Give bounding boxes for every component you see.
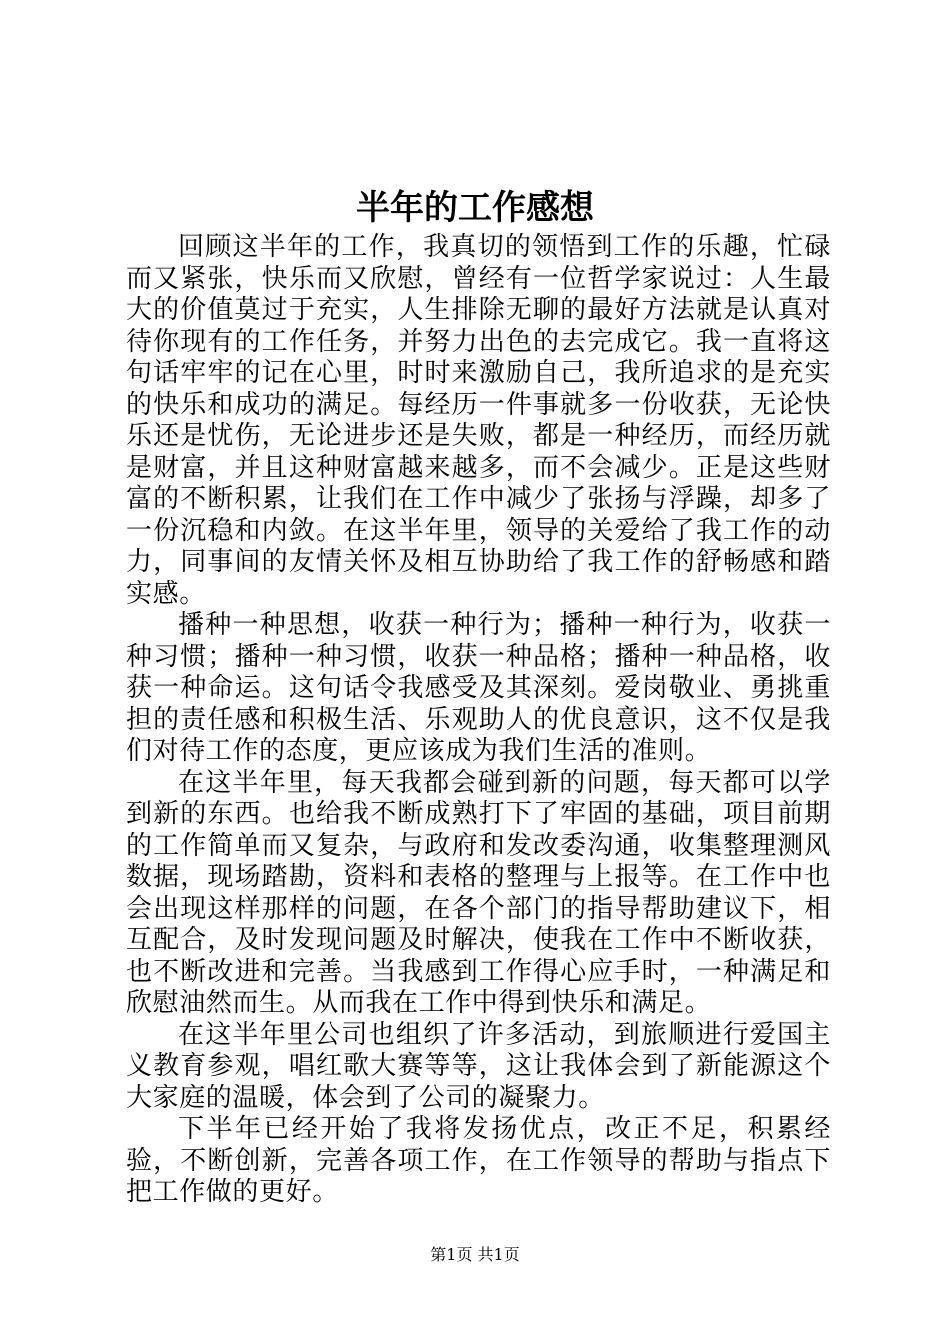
paragraph-4: 在这半年里公司也组织了许多活动，到旅顺进行爱国主义教育参观，唱红歌大赛等等，这让我体会到了新能源这个大家庭的温暖，体会到了公司的凝聚力。 bbox=[126, 1019, 831, 1113]
document-title: 半年的工作感想 bbox=[356, 188, 594, 228]
paragraph-2: 播种一种思想，收获一种行为；播种一种行为，收获一种习惯；播种一种习惯，收获一种品格；播种一种品格，收获一种命运。这句话令我感受及其深刻。爱岗敬业、勇挑重担的责任感和积极生活、乐观助人的优良意识，这不仅是我们对待工作的态度，更应该成为我们生活的准则。 bbox=[126, 610, 831, 766]
paragraph-3: 在这半年里，每天我都会碰到新的问题，每天都可以学到新的东西。也给我不断成熟打下了牢固的基础，项目前期的工作简单而又复杂，与政府和发改委沟通，收集整理测风数据，现场踏勘，资料和表格的整理与上报等。在工作中也会出现这样那样的问题，在各个部门的指导帮助建议下，相互配合，及时发现问题及时解决，使我在工作中不断收获，也不断改进和完善。当我感到工作得心应手时，一种满足和欣慰油然而生。从而我在工作中得到快乐和满足。 bbox=[126, 767, 831, 1018]
document-body bbox=[126, 232, 831, 1209]
paragraph-1: 回顾这半年的工作，我真切的领悟到工作的乐趣，忙碌而又紧张，快乐而又欣慰，曾经有一位哲学家说过：人生最大的价值莫过于充实，人生排除无聊的最好方法就是认真对待你现有的工作任务，并努力出色的去完成它。我一直将这句话牢牢的记在心里，时时来激励自己，我所追求的是充实的快乐和成功的满足。每经历一件事就多一份收获，无论快乐还是忧伤，无论进步还是失败，都是一种经历，而经历就是财富，并且这种财富越来越多，而不会减少。正是这些财富的不断积累，让我们在工作中减少了张扬与浮躁，却多了一份沉稳和内敛。在这半年里，领导的关爱给了我工作的动力，同事间的友情关怀及相互协助给了我工作的舒畅感和踏实感。 bbox=[126, 232, 831, 609]
paragraph-5: 下半年已经开始了我将发扬优点，改正不足，积累经验，不断创新，完善各项工作，在工作领导的帮助与指点下把工作做的更好。 bbox=[126, 1114, 831, 1207]
page-footer: 第1页 共1页 bbox=[430, 1245, 520, 1264]
